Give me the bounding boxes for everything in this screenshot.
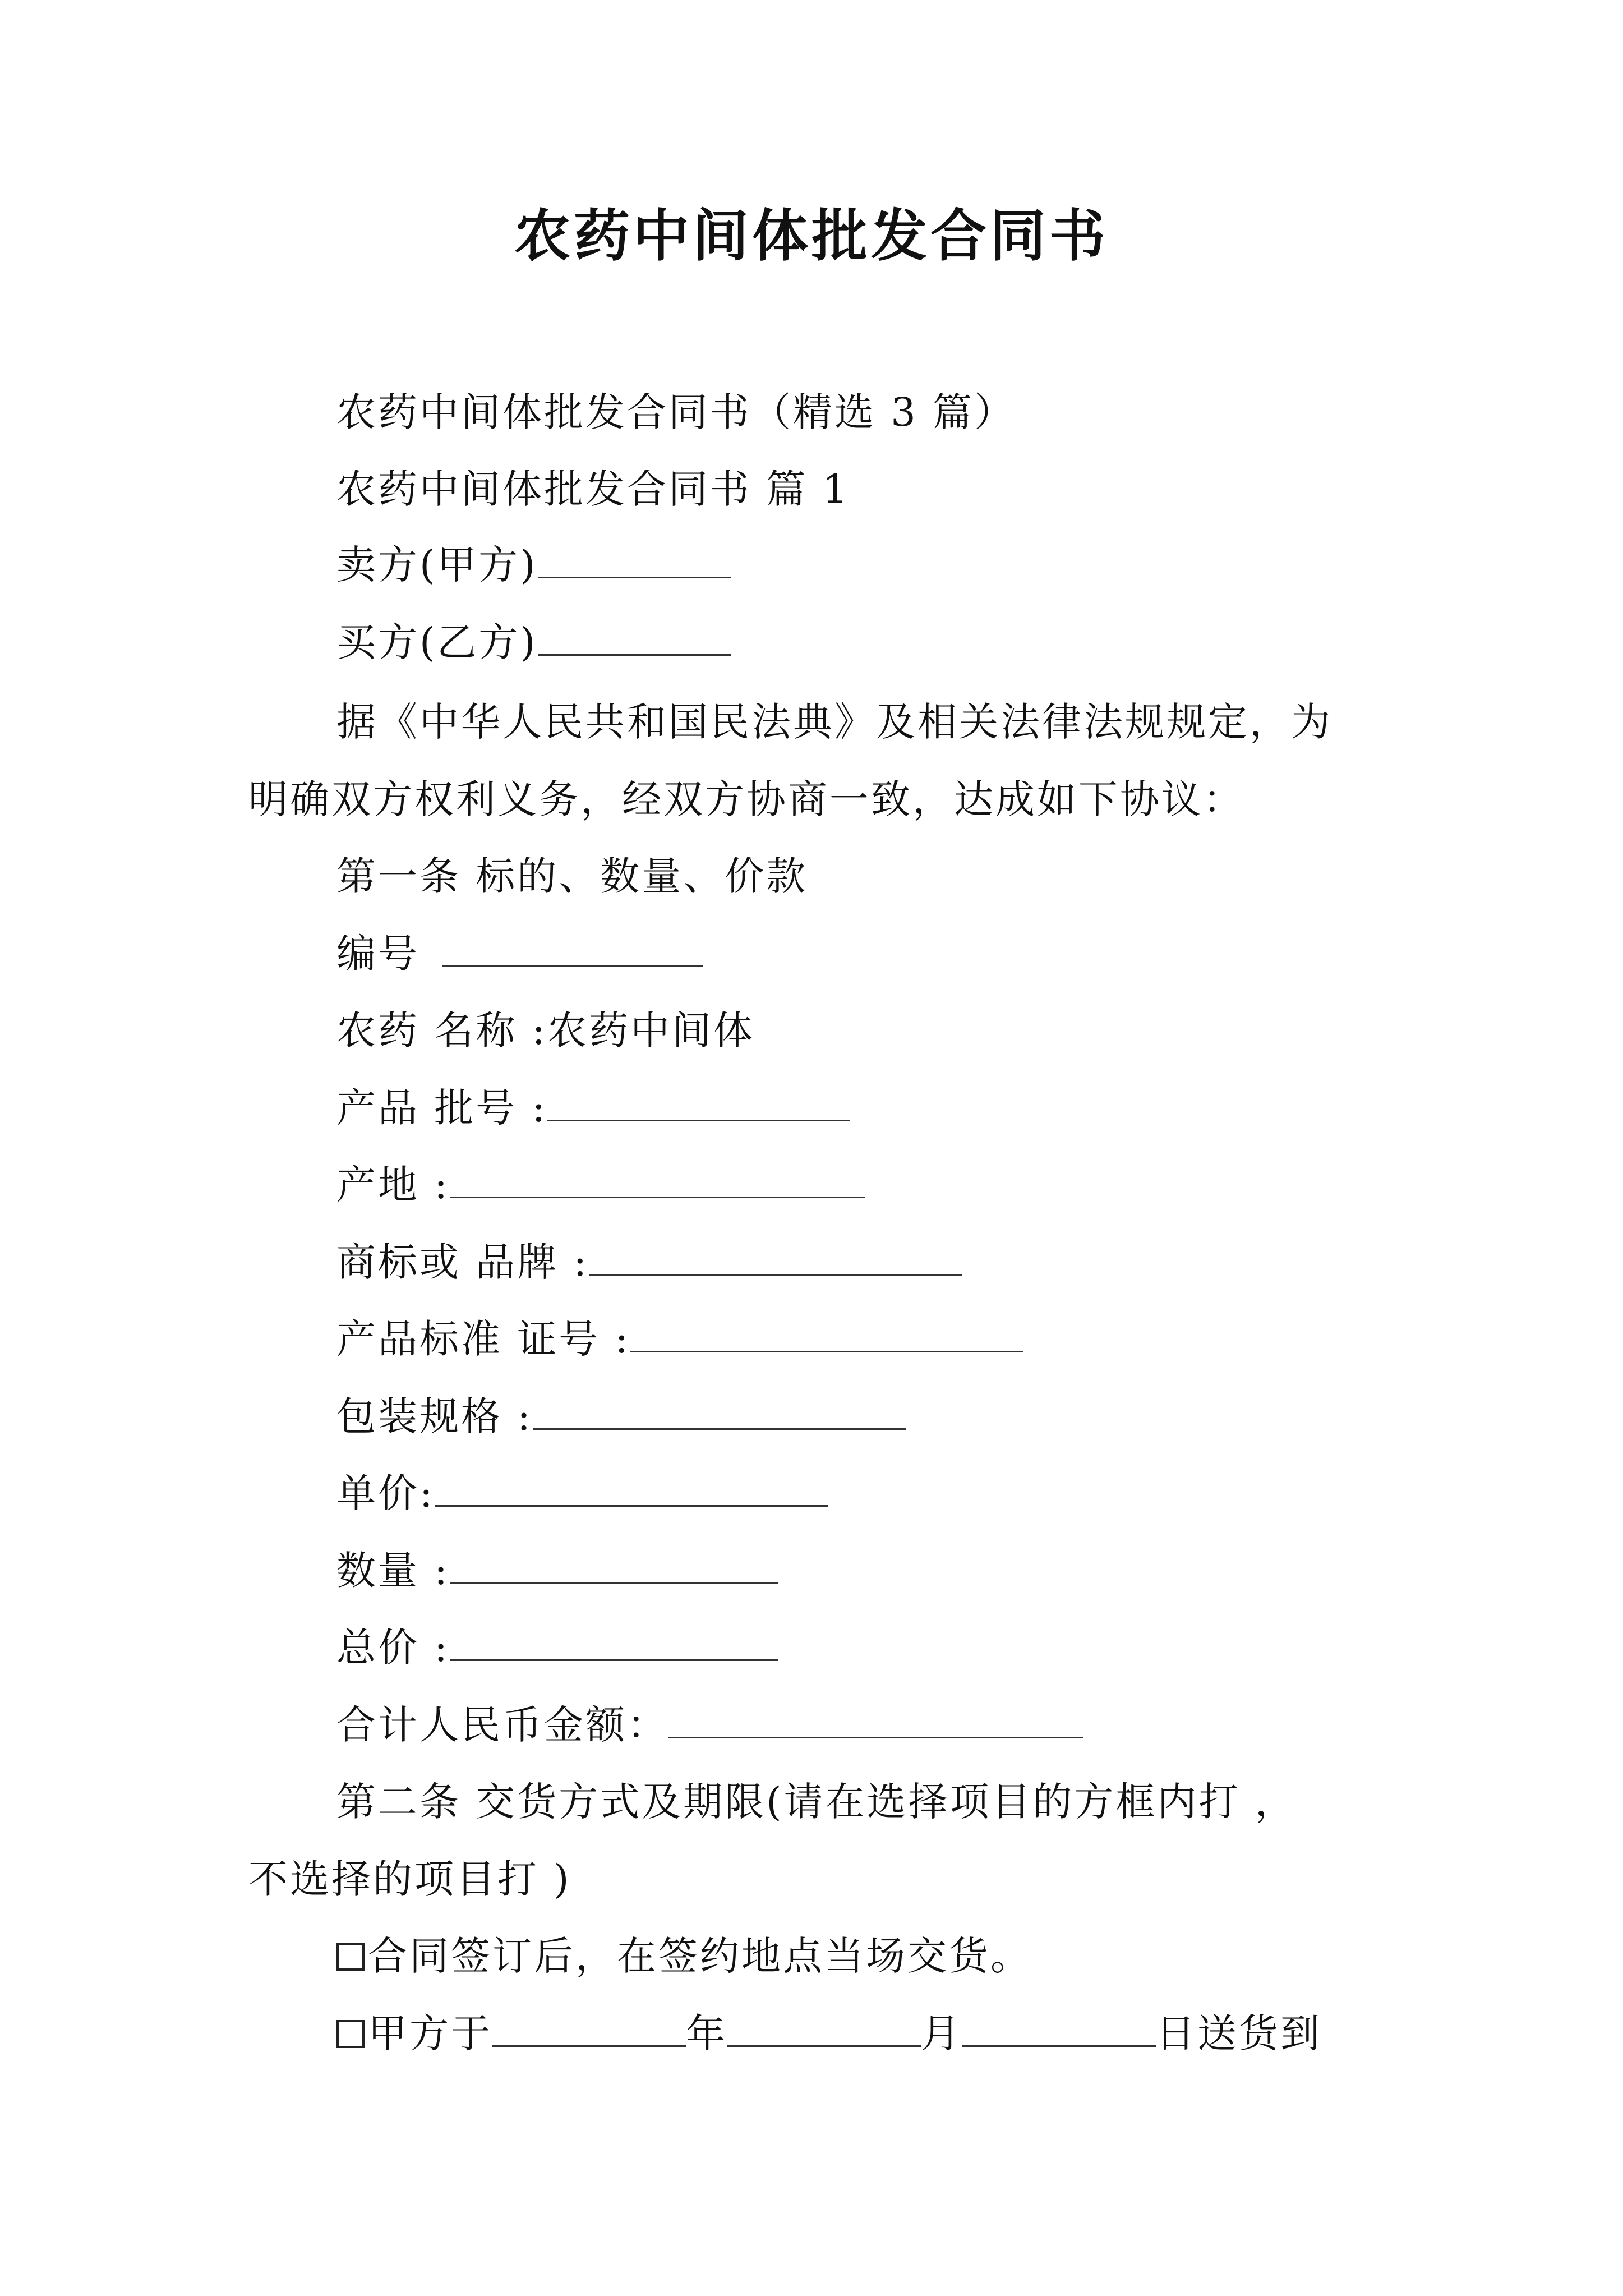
article-2-line-1: 第二条 交货方式及期限(请在选择项目的方框内打 ， (336, 1779, 1297, 1825)
packaging-row (336, 1386, 906, 1447)
standard-label: 产品标准 证号 : (336, 1316, 631, 1362)
article-1-heading: 第一条 标的、数量、价款 (336, 853, 808, 899)
quantity-row (336, 1540, 778, 1602)
option-2-suffix: 日送货到 (1156, 2010, 1322, 2056)
option-2-month-blank[interactable] (727, 2010, 921, 2047)
option-2-day-blank[interactable] (962, 2010, 1156, 2047)
buyer-blank[interactable] (538, 619, 731, 656)
unit-price-row (336, 1462, 828, 1524)
batch-row (336, 1077, 850, 1139)
quantity-label: 数量 : (336, 1548, 450, 1594)
rmb-total-row (336, 1694, 1083, 1756)
option-2-row (336, 2003, 1322, 2064)
option-2-prefix: 甲方于 (368, 2010, 492, 2056)
option-2-checkbox[interactable] (336, 2020, 365, 2048)
option-2-month-label: 月 (921, 2010, 962, 2056)
brand-label: 商标或 品牌 : (336, 1239, 589, 1285)
seller-label: 卖方(甲方) (336, 542, 538, 588)
number-label: 编号 (336, 931, 419, 977)
standard-blank[interactable] (630, 1316, 1023, 1352)
number-blank[interactable] (442, 931, 703, 967)
origin-blank[interactable] (450, 1162, 865, 1198)
unit-price-label: 单价: (336, 1470, 435, 1516)
quantity-blank[interactable] (450, 1548, 778, 1584)
buyer-label: 买方(乙方) (336, 619, 538, 665)
total-blank[interactable] (450, 1625, 778, 1661)
packaging-label: 包装规格 : (336, 1393, 533, 1439)
option-1-row (336, 1925, 1032, 1987)
subtitle: 农药中间体批发合同书（精选 3 篇） (336, 389, 1016, 435)
rmb-total-blank[interactable] (668, 1702, 1083, 1738)
buyer-row (336, 611, 731, 673)
option-2-year-label: 年 (686, 2010, 727, 2056)
pesticide-name-label: 农药 名称 : (336, 1007, 548, 1053)
unit-price-blank[interactable] (435, 1470, 828, 1507)
number-row (336, 923, 703, 984)
brand-blank[interactable] (589, 1239, 962, 1276)
origin-row (336, 1154, 865, 1216)
seller-blank[interactable] (538, 542, 731, 578)
pesticide-name-row (336, 1000, 755, 1061)
total-row (336, 1617, 778, 1678)
seller-row (336, 534, 731, 596)
document-title: 农药中间体批发合同书 (514, 203, 1109, 269)
article-2-line-2: 不选择的项目打 ) (248, 1856, 571, 1902)
part-heading: 农药中间体批发合同书 篇 1 (336, 466, 850, 512)
batch-blank[interactable] (547, 1085, 850, 1121)
batch-label: 产品 批号 : (336, 1085, 548, 1131)
standard-row (336, 1308, 1023, 1370)
pesticide-name-value: 农药中间体 (547, 1007, 755, 1053)
basis-line-2: 明确双方权利义务，经双方协商一致，达成如下协议： (248, 776, 1244, 822)
packaging-blank[interactable] (533, 1393, 906, 1430)
option-1-text: 合同签订后，在签约地点当场交货。 (368, 1933, 1032, 1979)
brand-row (336, 1231, 962, 1293)
option-2-year-blank[interactable] (492, 2010, 686, 2047)
option-1-checkbox[interactable] (336, 1943, 365, 1971)
origin-label: 产地 : (336, 1162, 450, 1208)
rmb-total-label: 合计人民币金额： (336, 1702, 668, 1748)
total-label: 总价 : (336, 1625, 450, 1671)
basis-line-1: 据《中华人民共和国民法典》及相关法律法规规定，为 (336, 699, 1332, 745)
